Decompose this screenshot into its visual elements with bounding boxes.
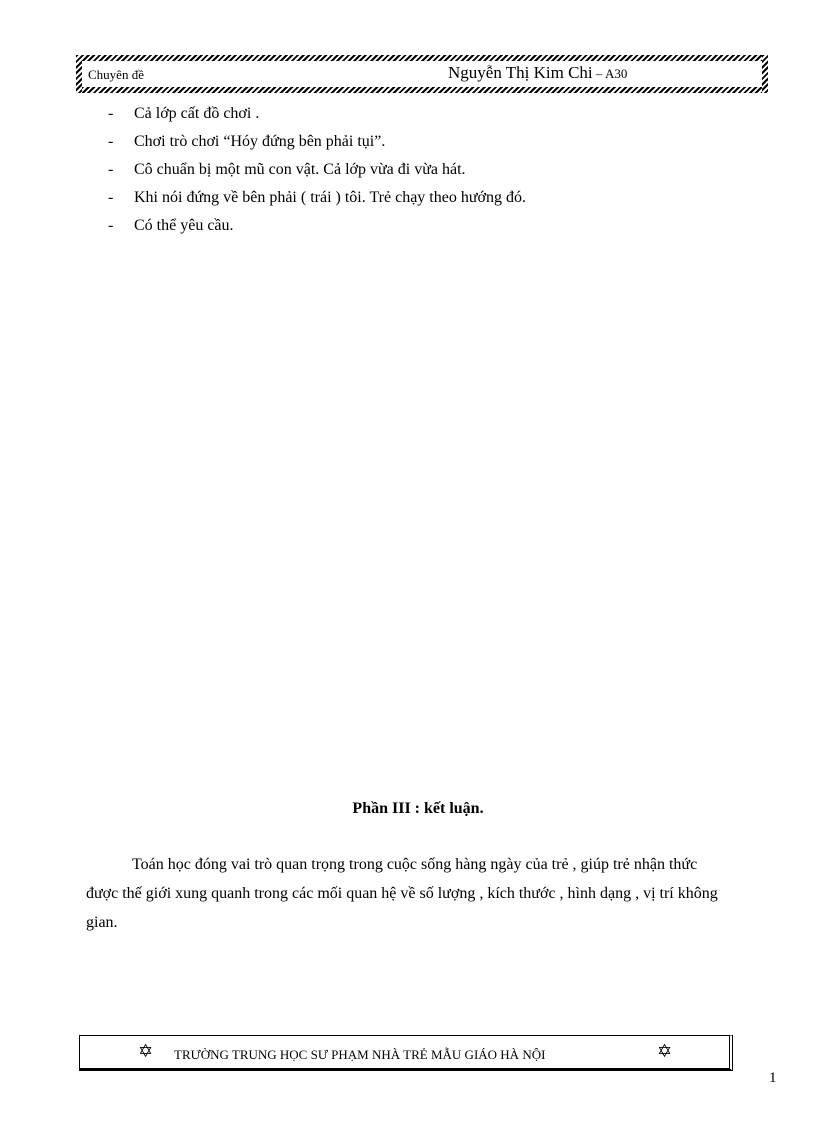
list-item-text: Có thể yêu cầu. [134, 217, 234, 234]
list-item-text: Chơi trò chơi “Hóy đứng bên phải tụi”. [134, 133, 386, 150]
class-code: – A30 [592, 66, 628, 81]
header-hatch-border-bottom [76, 87, 768, 93]
bullet-dash: - [108, 105, 114, 122]
page-header [76, 55, 768, 93]
list-item [108, 100, 768, 128]
header-author [448, 63, 627, 83]
list-item [108, 212, 768, 240]
list-item-text: Cô chuẩn bị một mũ con vật. Cả lớp vừa đi vừa hát. [134, 161, 466, 178]
star-of-david-icon: ✡ [138, 1041, 154, 1061]
list-item-text: Khi nói đứng về bên phải ( trái ) tôi. Trẻ chạy theo hướng đó. [134, 189, 526, 206]
star-of-david-icon: ✡ [657, 1041, 673, 1061]
list-item-text: Cả lớp cất đồ chơi . [134, 105, 260, 122]
bullet-dash: - [108, 189, 114, 206]
list-item [108, 184, 768, 212]
page-number: 1 [769, 1070, 777, 1086]
bullet-dash: - [108, 217, 114, 234]
section-heading: Phần III : kết luận. [352, 800, 484, 817]
school-name: TRƯỜNG TRUNG HỌC SƯ PHẠM NHÀ TRẺ MẪU GIÁO HÀ NỘI [174, 1047, 546, 1062]
page-footer [79, 1035, 733, 1071]
header-hatch-border-top [76, 55, 768, 61]
header-hatch-border-right [762, 55, 768, 93]
conclusion-paragraph: Toán học đóng vai trò quan trọng trong cuộc sống hàng ngày của trẻ , giúp trẻ nhận thức được thế giới xung quanh trong các mối quan hệ về số lượng , kích thước , hình dạng , vị trí không gian. [86, 856, 718, 931]
header-hatch-border-left [76, 55, 82, 93]
author-name: Nguyễn Thị Kim Chi [448, 63, 593, 82]
activity-list [108, 100, 768, 240]
list-item [108, 128, 768, 156]
list-item [108, 156, 768, 184]
header-topic-label: Chuyên đề [88, 67, 144, 82]
bullet-dash: - [108, 161, 114, 178]
bullet-dash: - [108, 133, 114, 150]
